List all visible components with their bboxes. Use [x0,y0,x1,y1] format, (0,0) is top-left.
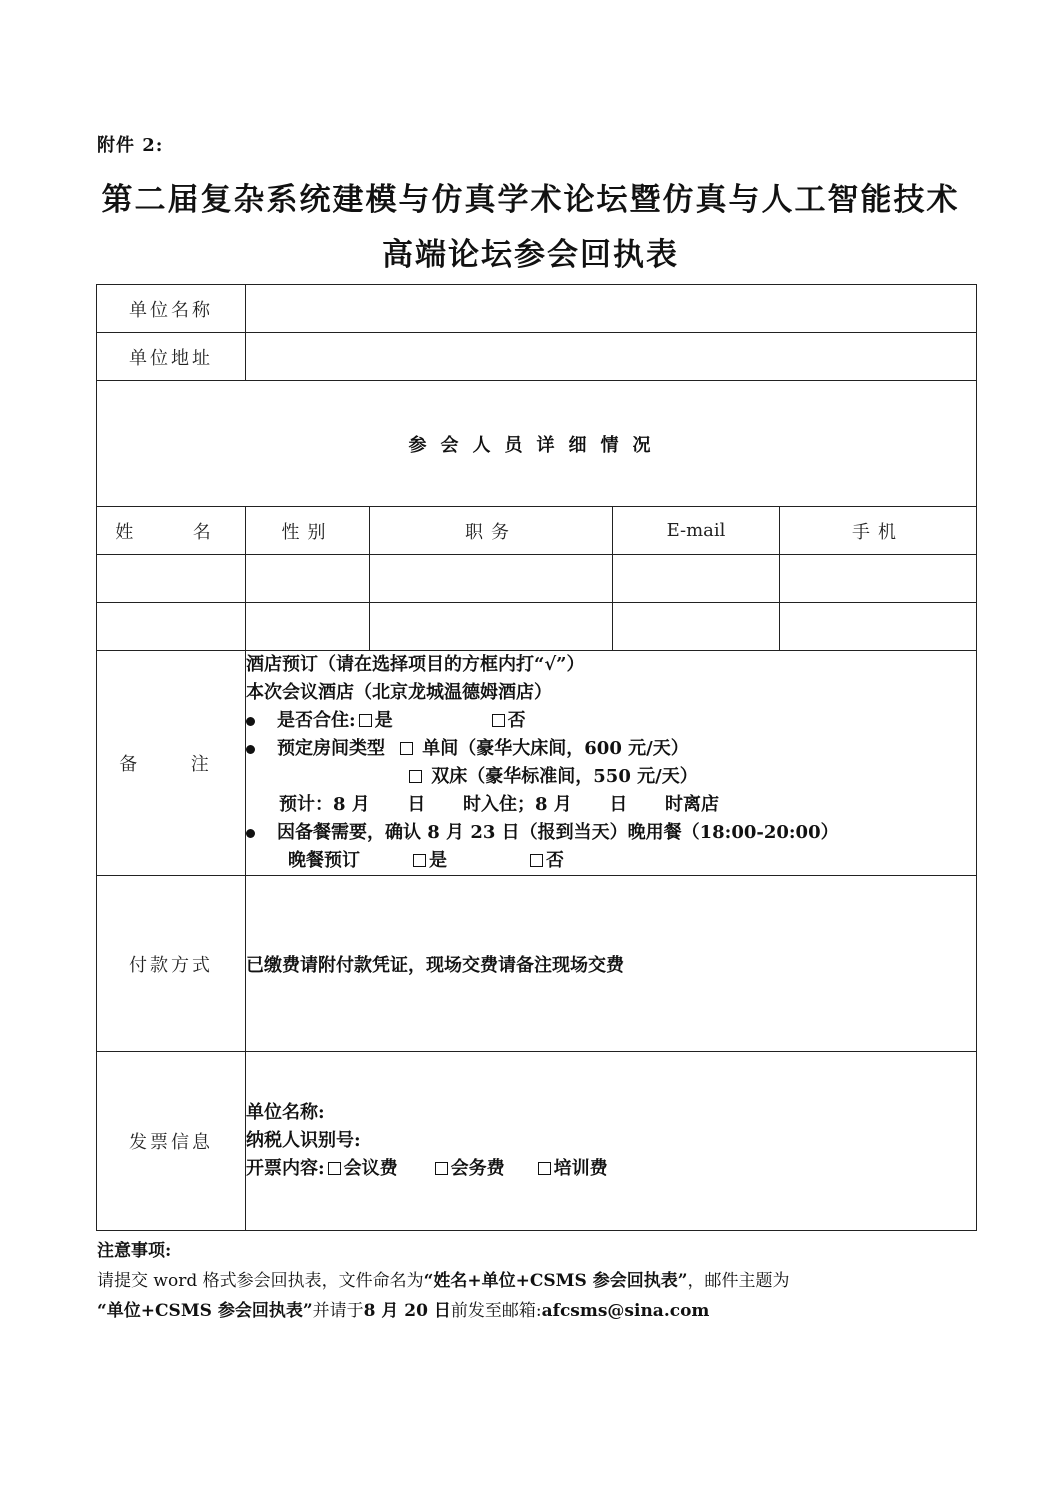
attendee-row [97,603,977,651]
phone-cell[interactable] [780,603,977,651]
notes-text: 请提交 word 格式参会回执表，文件命名为“姓名+单位+CSMS 参会回执表”，邮件主题为 “单位+CSMS 参会回执表”并请于8 月 20 日前发至邮箱:afcsms@sina.com [97,1271,790,1321]
column-name: 姓 名 [97,507,246,555]
dinner-no-checkbox[interactable] [530,854,543,867]
share-yes-checkbox[interactable] [359,714,372,727]
hotel-booking-instruction: 酒店预订（请在选择项目的方框内打“√”） [246,654,585,675]
gender-cell[interactable] [246,603,370,651]
room-double-checkbox[interactable] [409,770,422,783]
invoice-content [246,1052,977,1231]
share-no-label: 否 [507,710,526,731]
meeting-fee-label: 会议费 [343,1158,398,1179]
remarks-content [246,651,977,876]
service-fee-label: 会务费 [450,1158,505,1179]
registration-form-table [96,284,977,1231]
contact-email: afcsms@sina.com [541,1301,710,1321]
payment-instructions: 已缴费请附付款凭证，现场交费请备注现场交费 [246,876,977,1052]
service-fee-checkbox[interactable] [435,1162,448,1175]
column-gender: 性别 [246,507,370,555]
attendee-section-title: 参会人员详细情况 [97,381,977,507]
unit-address-field[interactable] [246,333,977,381]
dinner-booking-label: 晚餐预订 [288,850,360,871]
stay-dates-line: 预计：8 月 日 时入住；8 月 日 时离店 [279,794,719,815]
position-cell[interactable] [370,555,613,603]
meeting-fee-checkbox[interactable] [328,1162,341,1175]
notes-heading: 注意事项: [97,1241,172,1261]
room-type-label: 预定房间类型 [277,738,385,759]
dinner-no-label: 否 [546,850,564,871]
unit-address-label: 单位地址 [97,333,246,381]
bullet-icon [246,745,255,754]
training-fee-checkbox[interactable] [538,1162,551,1175]
form-title-line-1: 第二届复杂系统建模与仿真学术论坛暨仿真与人工智能技术 [101,182,960,218]
name-cell[interactable] [97,555,246,603]
attendee-row [97,555,977,603]
unit-name-field[interactable] [246,285,977,333]
form-title-line-2: 高端论坛参会回执表 [382,237,679,273]
share-room-label: 是否合住: [277,710,356,731]
notes-section [97,1236,977,1326]
room-double-label: 双床（豪华标准间，550 元/天） [431,766,698,787]
room-single-checkbox[interactable] [400,742,413,755]
invoice-tax-id: 纳税人识别号: [246,1130,361,1151]
invoice-label: 发票信息 [97,1052,246,1231]
gender-cell[interactable] [246,555,370,603]
column-phone: 手机 [780,507,977,555]
bullet-icon [246,717,255,726]
training-fee-label: 培训费 [553,1158,608,1179]
room-single-label: 单间（豪华大床间，600 元/天） [422,738,689,759]
email-cell[interactable] [613,603,780,651]
phone-cell[interactable] [780,555,977,603]
email-cell[interactable] [613,555,780,603]
unit-name-label: 单位名称 [97,285,246,333]
payment-label: 付款方式 [97,876,246,1052]
attachment-label: 附件 2: [97,135,164,156]
dinner-yes-checkbox[interactable] [413,854,426,867]
remarks-label: 备 注 [97,651,246,876]
invoice-content-label: 开票内容: [246,1158,325,1179]
column-email: E-mail [613,507,780,555]
bullet-icon [246,829,255,838]
column-position: 职务 [370,507,613,555]
dinner-yes-label: 是 [429,850,447,871]
share-no-checkbox[interactable] [492,714,505,727]
name-cell[interactable] [97,603,246,651]
hotel-name: 本次会议酒店（北京龙城温德姆酒店） [246,682,552,703]
position-cell[interactable] [370,603,613,651]
invoice-unit-name: 单位名称: [246,1102,325,1123]
dinner-note: 因备餐需要，确认 8 月 23 日（报到当天）晚用餐（18:00-20:00） [277,822,839,843]
share-yes-label: 是 [374,710,393,731]
